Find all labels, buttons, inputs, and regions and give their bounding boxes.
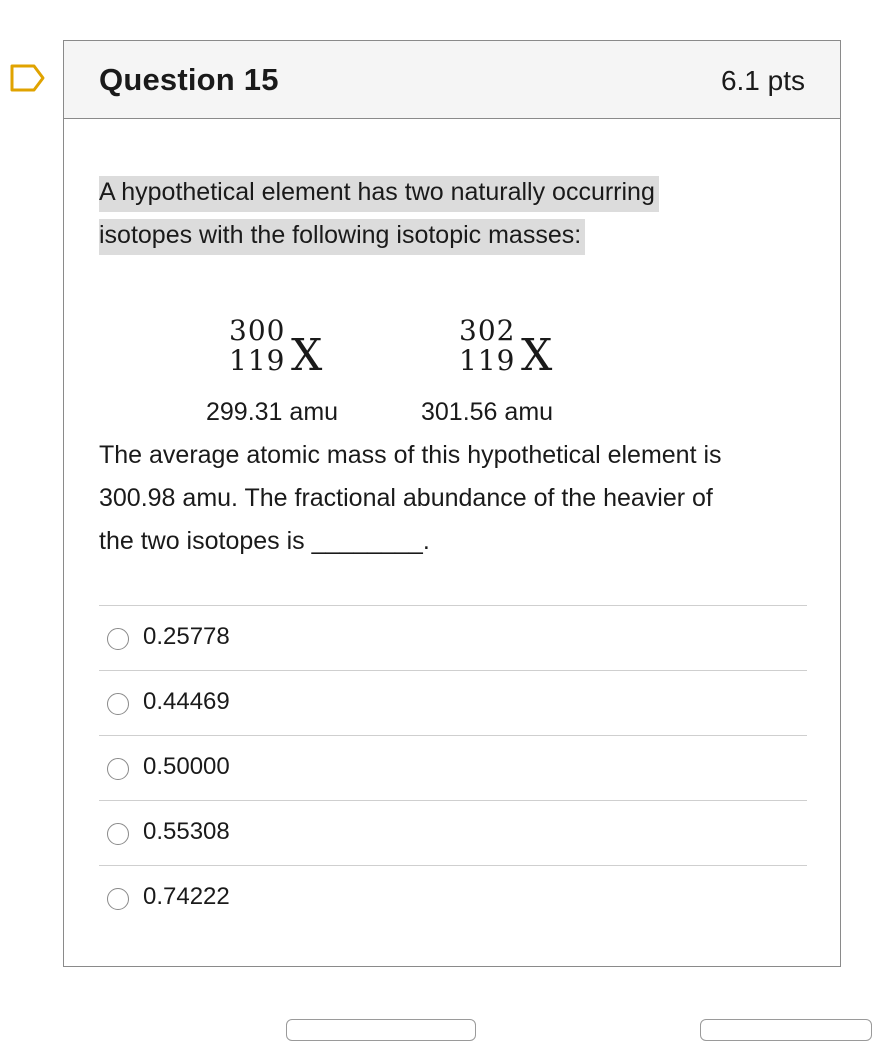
answer-label: 0.55308 <box>143 818 230 845</box>
isotope-1-mass-number: 300 <box>229 314 286 347</box>
body-line-2: 300.98 amu. The fractional abundance of the heavier of <box>99 484 713 512</box>
answer-label: 0.25778 <box>143 623 230 650</box>
answer-option[interactable] <box>99 605 807 670</box>
radio-button[interactable] <box>107 758 129 780</box>
answer-option[interactable] <box>99 735 807 800</box>
question-header <box>64 41 840 119</box>
isotope-2-atomic-number: 119 <box>459 344 516 377</box>
question-body <box>99 434 809 563</box>
question-title: Question 15 <box>99 62 279 97</box>
radio-button[interactable] <box>107 628 129 650</box>
answer-option[interactable] <box>99 865 807 930</box>
isotope-2-symbol: X <box>521 330 553 381</box>
answer-list <box>99 605 807 930</box>
answer-label: 0.74222 <box>143 883 230 910</box>
radio-button[interactable] <box>107 823 129 845</box>
isotope-1-mass: 299.31 amu <box>206 398 339 426</box>
radio-button[interactable] <box>107 693 129 715</box>
next-button[interactable] <box>700 1019 872 1041</box>
previous-button[interactable] <box>286 1019 476 1041</box>
isotope-2-mass-number: 302 <box>459 314 516 347</box>
answer-option[interactable] <box>99 670 807 735</box>
prompt-line-1: A hypothetical element has two naturally occurring <box>99 176 659 212</box>
answer-label: 0.50000 <box>143 753 230 780</box>
question-points: 6.1 pts <box>720 65 805 96</box>
answer-label: 0.44469 <box>143 688 230 715</box>
isotope-1-symbol: X <box>291 330 323 381</box>
prompt-line-2: isotopes with the following isotopic masses: <box>99 219 585 255</box>
question-prompt <box>99 171 719 257</box>
answer-option[interactable] <box>99 800 807 865</box>
radio-button[interactable] <box>107 888 129 910</box>
body-line-3: the two isotopes is ________. <box>99 527 430 555</box>
body-line-1: The average atomic mass of this hypothetical element is <box>99 441 722 469</box>
question-card <box>63 40 841 967</box>
isotope-notation-2 <box>459 316 569 386</box>
isotope-2-mass: 301.56 amu <box>421 398 554 426</box>
isotope-notation-1 <box>229 316 339 386</box>
flag-question-icon[interactable] <box>10 63 46 93</box>
isotope-1-atomic-number: 119 <box>229 344 286 377</box>
